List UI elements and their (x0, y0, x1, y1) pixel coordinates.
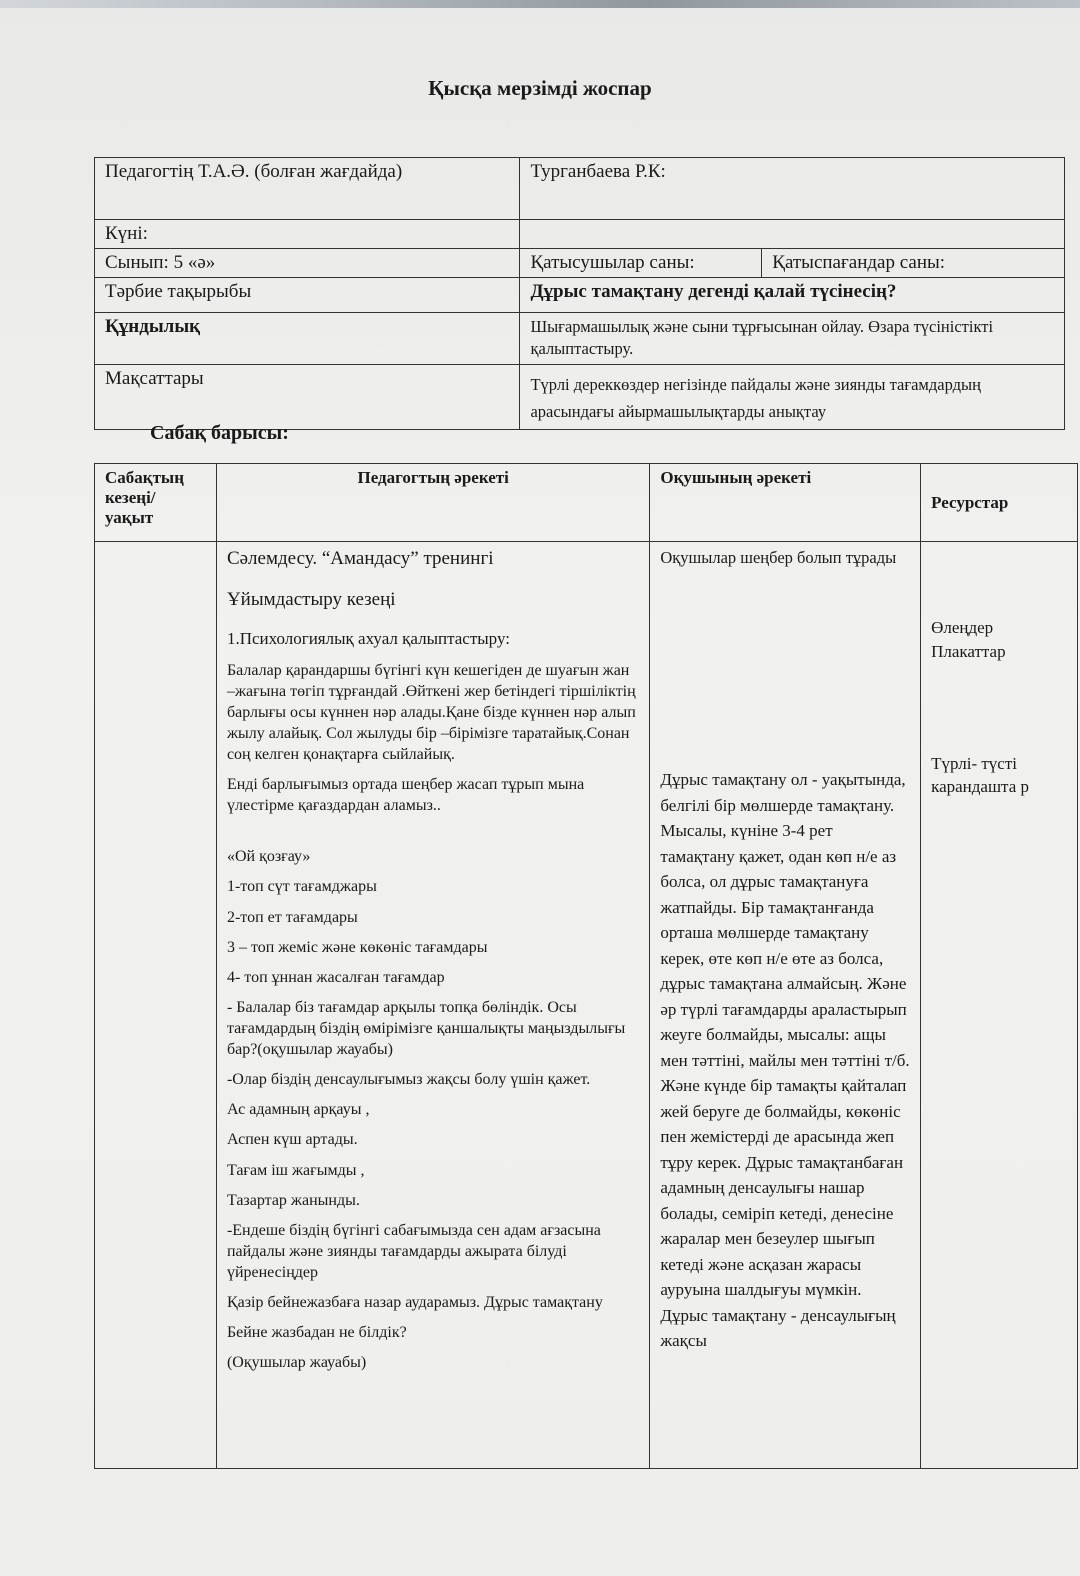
teacher-line: Ас адамның арқауы , (226, 1101, 370, 1119)
resource-item: Өлеңдер Плакаттар (931, 618, 1006, 661)
date-label: Күні: (95, 220, 520, 249)
header-stage: Сабақтың кезеңі/ уақыт (95, 464, 217, 542)
stage-cell (95, 542, 217, 1469)
teacher-line: 4- топ ұннан жасалған тағамдар (226, 968, 445, 986)
teacher-line: Ұйымдастыру кезеңі (226, 589, 396, 611)
teacher-line: Тағам іш жағымды , (226, 1161, 365, 1179)
student-line: Дұрыс тамақтану ол - уақытында, белгілі бір мөлшерде тамақтану. Мысалы, күніне 3-4 рет тамақтану қажет, одан көп н/е аз болса, ол дұрыс тамақтануға жатпайды. Бір тамақтанғанда орташа мөлшерде тамақтану керек, өте көп н/е өте аз болса, дұрыс тамақтана алмайсың. Және әр түрлі тағамдарды араластырып жеуге болмайды, мысалы: ащы мен тәттіні, майлы мен тәттіні т/б. Және күнде бір тамақты қайталап жей беруге де болмайды, көкөніс пен жемістерді де арасында жеп тұру керек. Дұрыс тамақтанбаған адамның денсаулығы нашар болады, семіріп кетеді, денесіне жаралар мен безеулер шығып кетеді және асқазан жарасы ауруына шалдығуы мүмкін. Дұрыс тамақтану - денсаулығың жақсы (660, 770, 910, 1351)
info-row-date (95, 220, 1065, 249)
teacher-line: 1.Психологиялық ахуал қалыптастыру: (226, 629, 510, 649)
present-label: Қатысушылар саны: (520, 249, 762, 278)
info-table (94, 157, 1065, 430)
section-heading: Сабақ барысы: (150, 422, 289, 444)
teacher-line: 3 – топ жеміс және көкөніс тағамдары (226, 938, 488, 956)
header-resources: Ресурстар (921, 464, 1078, 542)
info-row-goals (95, 364, 1065, 429)
teacher-line: Тазартар жанынды. (226, 1191, 360, 1209)
student-line: Оқушылар шеңбер болып тұрады (660, 548, 897, 567)
goals-value: Түрлі дереккөздер негізінде пайдалы және зиянды тағамдардың арасындағы айырмашылықтарды анықтау (520, 364, 1065, 429)
class-label: Сынып: 5 «ә» (95, 249, 520, 278)
topic-value: Дұрыс тамақтану дегенді қалай түсінесің? (520, 278, 1065, 313)
values-label: Құндылық (95, 313, 520, 365)
resource-item: Түрлі- түсті карандашта р (931, 753, 1029, 797)
document-title: Қысқа мерзімді жоспар (428, 76, 652, 100)
values-value: Шығармашылық және сыни тұрғысынан ойлау. Өзара түсіністікті қалыптастыру. (520, 313, 1065, 365)
teacher-line: Қазір бейнежазбаға назар аударамыз. Дұрыс тамақтану (226, 1294, 603, 1312)
date-value (520, 220, 1065, 249)
teacher-line: -Олар біздің денсаулығымыз жақсы болу үшін қажет. (226, 1071, 591, 1089)
lesson-header-row (95, 464, 1078, 542)
info-row-class (95, 249, 1065, 278)
header-teacher: Педагогтың әрекеті (216, 464, 649, 542)
topic-label: Тәрбие тақырыбы (95, 278, 520, 313)
lesson-table (94, 463, 1078, 1469)
teacher-line: Сәлемдесу. “Амандасу” тренингі (226, 548, 494, 569)
teacher-line: Аспен күш артады. (226, 1131, 358, 1149)
teacher-line: - Балалар біз тағамдар арқылы топқа бөліндік. Осы тағамдардың біздің өмірімізге қаншалықты маңыздылығы бар?(оқушылар жауабы) (226, 998, 626, 1059)
teacher-line: 1-топ сүт тағамджары (226, 878, 377, 896)
teacher-value: Турганбаева Р.К: (520, 158, 1065, 220)
info-row-topic (95, 278, 1065, 313)
teacher-line: Бейне жазбадан не білдік? (226, 1324, 407, 1342)
teacher-line: -Ендеше біздің бүгінгі сабағымызда сен адам ағзасына пайдалы және зиянды тағамдарды ажырата білуді үйренесіңдер (226, 1221, 601, 1281)
teacher-line: Балалар қарандаршы бүгінгі күн кешегіден де шуағын жан –жағына төгіп тұрғандай .Өйткені жер бетіндегі тіршіліктің барлығы осы күннен нәр алады.Қане бізде күннен нәр алып жылу алайық. Сол жылуды бір –бірімізге таратайық.Сонан соң келген қонақтарға сыйлайық. (226, 661, 636, 764)
absent-label: Қатыспағандар саны: (762, 249, 1065, 278)
top-strip (0, 0, 1080, 8)
info-row-values (95, 313, 1065, 365)
info-row-teacher (95, 158, 1065, 220)
goals-label: Мақсаттары (95, 364, 520, 429)
student-activity-cell (650, 542, 921, 1469)
teacher-line: 2-топ ет тағамдары (226, 908, 358, 926)
teacher-activity-cell (216, 542, 649, 1469)
teacher-label: Педагогтің Т.А.Ә. (болған жағдайда) (95, 158, 520, 220)
header-student: Оқушының әрекеті (650, 464, 921, 542)
resources-cell (921, 542, 1078, 1469)
teacher-line: Енді барлығымыз ортада шеңбер жасап тұрып мына үлестірме қағаздардан аламыз.. (226, 776, 585, 815)
teacher-line: (Оқушылар жауабы) (226, 1354, 367, 1372)
lesson-content-row (95, 542, 1078, 1469)
teacher-line: «Ой қозғау» (226, 848, 311, 866)
